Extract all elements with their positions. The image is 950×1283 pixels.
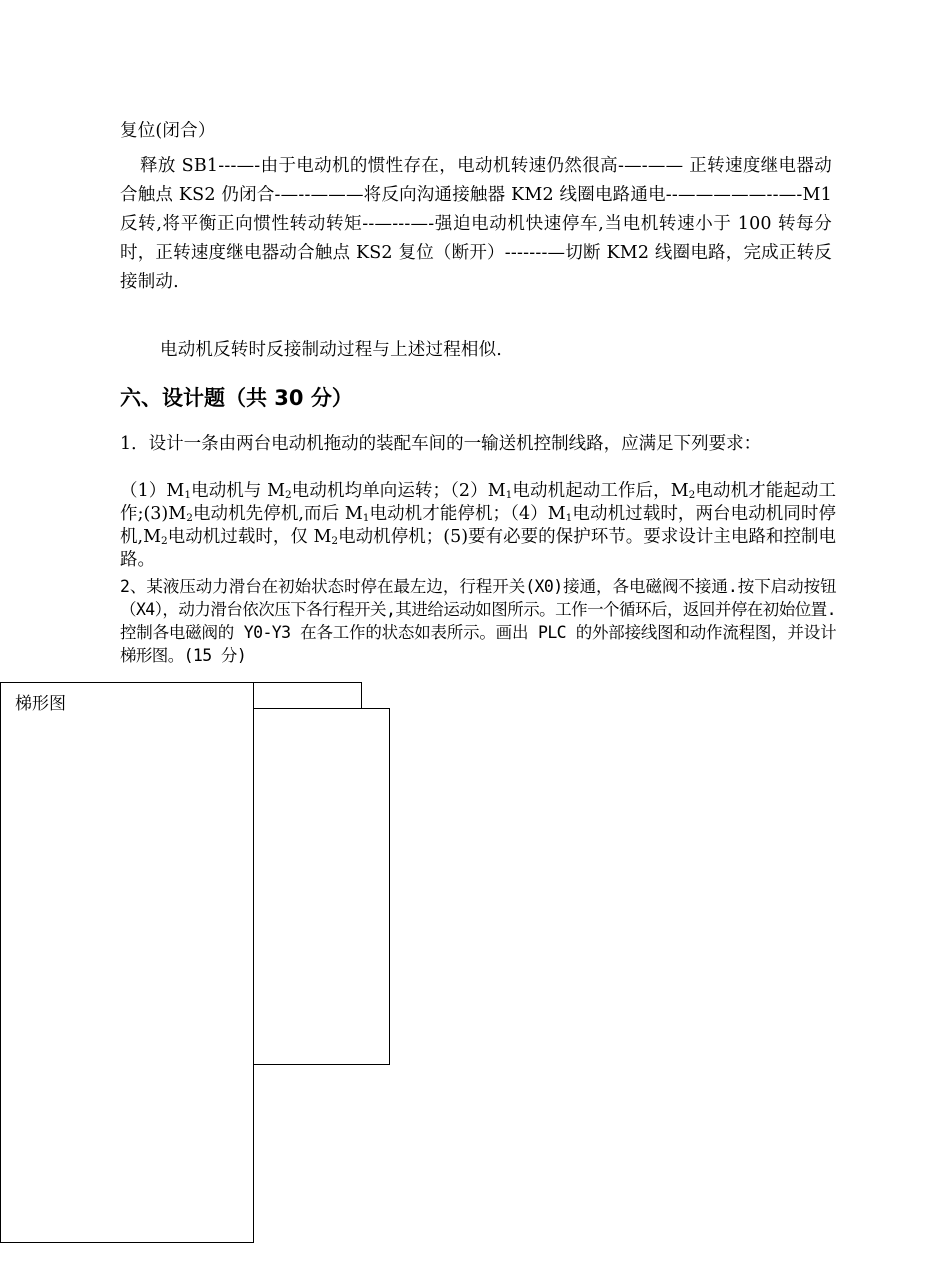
release-sb1-paragraph: 释放 SB1---—-由于电动机的惯性存在，电动机转速仍然很高-—-—— 正转速度继电器动合触点 KS2 仍闭合-—--———将反向沟通接触器 KM2 线圈电路通电--—————--—-M1 反转,将平衡正向惯性转动转矩--—---—-强迫电动机快速停车,当电机转速小于 100 转每分时，正转速度继电器动合触点 KS2 复位（断开）-------—切断 KM2 线圈电路，完成正转反接制动. bbox=[120, 156, 832, 292]
question1-intro: 1．设计一条由两台电动机拖动的装配车间的一输送机控制线路，应满足下列要求： bbox=[120, 434, 762, 454]
reverse-braking-paragraph: 电动机反转时反接制动过程与上述过程相似. bbox=[160, 340, 503, 360]
ladder-diagram-label: 梯形图 bbox=[15, 694, 66, 714]
ladder-diagram-box bbox=[0, 682, 254, 1243]
question1-requirements: $(1)M_1$电动机与 $M_2$电动机均单向运转；$(2)M_1$电动机起动工作后，$M_2$电动机才能起动工作$;(3)M_2$电动机先停机,而后 $M_1$电动机才能停机；$(4)M_1$电动机过载时，两台电动机同时停机$,M_2$电动机过载时，仅 $M_2$电动机停机；(5)要有必要的保护环节。要求设计主电路和控制电路。 bbox=[120, 481, 837, 570]
overlapping-frame-middle bbox=[252, 708, 390, 1065]
overlapping-frame-top bbox=[252, 682, 362, 710]
question2-text: 2、某液压动力滑台在初始状态时停在最左边，行程开关(X0)接通，各电磁阀不接通.按下启动按钮（X4），动力滑台依次压下各行程开关,其进给运动如图所示。工作一个循环后，返回并停在初始位置.控制各电磁阀的 Y0-Y3 在各工作的状态如表所示。画出 PLC 的外部接线图和动作流程图，并设计梯形图。(15 分) bbox=[120, 577, 836, 665]
reset-closed-line: 复位(闭合） bbox=[120, 121, 216, 141]
section-heading-design: 六、设计题（共 30 分） bbox=[120, 386, 353, 410]
